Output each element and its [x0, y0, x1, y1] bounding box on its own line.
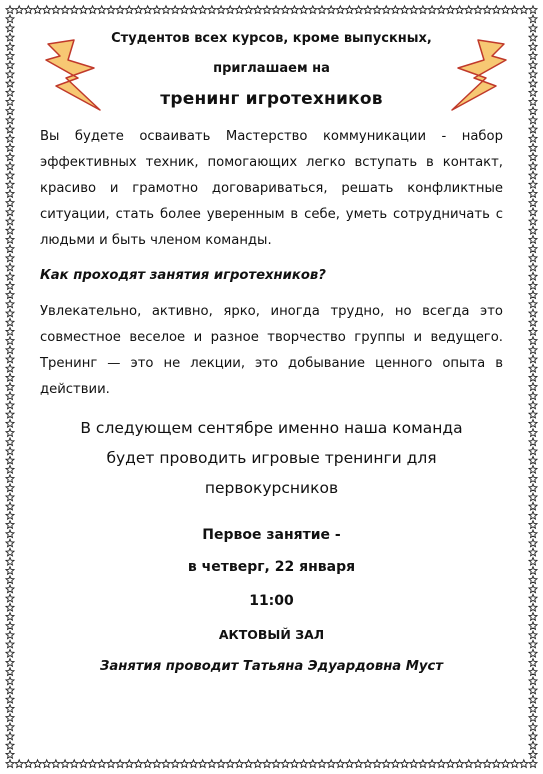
star-icon — [6, 144, 14, 152]
star-icon — [529, 374, 537, 382]
star-icon — [98, 760, 106, 768]
star-icon — [24, 760, 32, 768]
star-icon — [391, 6, 399, 14]
star-icon — [529, 153, 537, 161]
star-icon — [465, 6, 473, 14]
star-icon — [529, 337, 537, 345]
star-icon — [529, 355, 537, 363]
answer-paragraph: Увлекательно, активно, ярко, иногда трудно, но всегда это совместное веселое и разное творчество группы и ведущего. Тренинг — это не лекции, это добывание ценного опыта в действии. — [40, 304, 503, 398]
star-icon — [79, 760, 87, 768]
star-icon — [162, 6, 170, 14]
star-icon — [6, 208, 14, 216]
star-icon — [529, 135, 537, 143]
star-icon — [355, 760, 363, 768]
star-icon — [6, 236, 14, 244]
star-icon — [70, 6, 78, 14]
star-icon — [529, 548, 537, 556]
star-icon — [43, 6, 51, 14]
star-icon — [529, 364, 537, 372]
star-icon — [529, 383, 537, 391]
star-icon — [529, 751, 537, 759]
star-icon — [529, 475, 537, 483]
star-icon — [6, 383, 14, 391]
star-icon — [116, 760, 124, 768]
star-icon — [529, 576, 537, 584]
star-icon — [529, 677, 537, 685]
star-icon — [6, 263, 14, 271]
star-icon — [327, 6, 335, 14]
star-icon — [208, 760, 216, 768]
star-icon — [529, 456, 537, 464]
star-icon — [6, 659, 14, 667]
star-icon — [6, 226, 14, 234]
star-icon — [520, 760, 528, 768]
star-icon — [520, 6, 528, 14]
session-time: 11:00 — [249, 593, 294, 610]
star-icon — [6, 89, 14, 97]
star-icon — [15, 6, 23, 14]
intro-paragraph: Вы будете осваивать Мастерство коммуникации - набор эффективных техник, помогающих легко вступать в контакт, красиво и грамотно договариваться, решать конфликтные ситуации, стать более уверенным в себе, уметь сотрудничать с людьми и быть членом команды. — [40, 129, 503, 248]
star-icon — [6, 291, 14, 299]
star-icon — [529, 502, 537, 510]
star-icon — [309, 760, 317, 768]
star-icon — [529, 309, 537, 317]
star-icon — [6, 447, 14, 455]
star-icon — [6, 162, 14, 170]
star-icon — [529, 190, 537, 198]
star-icon — [6, 328, 14, 336]
star-icon — [6, 429, 14, 437]
star-icon — [300, 6, 308, 14]
star-icon — [98, 6, 106, 14]
star-icon — [529, 291, 537, 299]
star-icon — [6, 309, 14, 317]
star-icon — [529, 622, 537, 630]
star-icon — [327, 760, 335, 768]
star-icon — [300, 760, 308, 768]
session-place: АКТОВЫЙ ЗАЛ — [218, 627, 325, 643]
star-icon — [144, 6, 152, 14]
star-icon — [6, 401, 14, 409]
star-icon — [492, 6, 500, 14]
star-icon — [511, 760, 519, 768]
star-icon — [419, 6, 427, 14]
star-icon — [529, 521, 537, 529]
star-icon — [529, 613, 537, 621]
star-icon — [529, 659, 537, 667]
star-icon — [529, 539, 537, 547]
star-icon — [483, 760, 491, 768]
star-icon — [144, 760, 152, 768]
star-icon — [6, 272, 14, 280]
star-icon — [6, 438, 14, 446]
star-icon — [346, 6, 354, 14]
star-icon — [529, 199, 537, 207]
star-icon — [153, 760, 161, 768]
star-icon — [6, 539, 14, 547]
star-icon — [529, 89, 537, 97]
star-icon — [474, 760, 482, 768]
star-icon — [6, 567, 14, 575]
star-icon — [529, 585, 537, 593]
star-icon — [245, 6, 253, 14]
question-heading: Как проходят занятия игротехников? — [40, 268, 326, 283]
star-icon — [382, 6, 390, 14]
star-icon — [529, 558, 537, 566]
star-icon — [235, 6, 243, 14]
flyer-content — [40, 30, 503, 677]
star-icon — [6, 33, 14, 41]
star-icon — [281, 6, 289, 14]
star-icon — [419, 760, 427, 768]
star-icon — [107, 760, 115, 768]
star-icon — [318, 760, 326, 768]
star-icon — [492, 760, 500, 768]
star-icon — [6, 300, 14, 308]
star-icon — [6, 374, 14, 382]
star-icon — [6, 576, 14, 584]
star-icon — [437, 760, 445, 768]
star-icon — [6, 43, 14, 51]
star-icon — [254, 760, 262, 768]
star-icon — [125, 6, 133, 14]
announcement-line: первокурсников — [204, 479, 339, 498]
star-icon — [483, 6, 491, 14]
star-icon — [6, 622, 14, 630]
star-icon — [89, 760, 97, 768]
star-icon — [529, 447, 537, 455]
star-icon — [263, 760, 271, 768]
star-icon — [529, 107, 537, 115]
star-icon — [373, 6, 381, 14]
star-icon — [15, 760, 23, 768]
star-icon — [52, 6, 60, 14]
star-icon — [6, 741, 14, 749]
first-session-label: Первое занятие - — [202, 527, 341, 544]
star-icon — [6, 603, 14, 611]
star-icon — [6, 705, 14, 713]
star-icon — [410, 6, 418, 14]
star-icon — [529, 98, 537, 106]
star-icon — [529, 162, 537, 170]
star-icon — [529, 429, 537, 437]
star-icon — [529, 318, 537, 326]
star-icon — [6, 548, 14, 556]
star-icon — [529, 420, 537, 428]
star-icon — [6, 723, 14, 731]
star-icon — [529, 410, 537, 418]
star-icon — [529, 61, 537, 69]
star-icon — [190, 6, 198, 14]
star-icon — [529, 649, 537, 657]
star-icon — [6, 558, 14, 566]
star-icon — [529, 70, 537, 78]
star-icon — [529, 328, 537, 336]
star-icon — [6, 24, 14, 32]
heading-invite-line: Студентов всех курсов, кроме выпускных, — [111, 31, 432, 46]
star-icon — [501, 6, 509, 14]
star-icon — [6, 61, 14, 69]
star-icon — [401, 6, 409, 14]
star-icon — [6, 98, 14, 106]
star-icon — [190, 760, 198, 768]
star-icon — [336, 6, 344, 14]
star-icon — [6, 15, 14, 23]
star-icon — [6, 153, 14, 161]
star-icon — [263, 6, 271, 14]
star-icon — [245, 760, 253, 768]
star-icon — [6, 52, 14, 60]
star-icon — [34, 6, 42, 14]
star-icon — [226, 6, 234, 14]
star-icon — [6, 318, 14, 326]
star-icon — [6, 181, 14, 189]
star-icon — [529, 217, 537, 225]
star-icon — [391, 760, 399, 768]
star-icon — [456, 6, 464, 14]
star-icon — [6, 502, 14, 510]
star-icon — [529, 346, 537, 354]
star-icon — [6, 631, 14, 639]
star-icon — [401, 760, 409, 768]
star-icon — [529, 300, 537, 308]
star-icon — [309, 6, 317, 14]
star-icon — [529, 181, 537, 189]
star-icon — [529, 631, 537, 639]
star-icon — [6, 594, 14, 602]
star-icon — [6, 116, 14, 124]
star-icon — [529, 282, 537, 290]
session-date: в четверг, 22 января — [187, 559, 356, 576]
star-icon — [529, 116, 537, 124]
star-icon — [529, 760, 537, 768]
announcement-line: будет проводить игровые тренинги для — [106, 449, 437, 468]
star-icon — [6, 355, 14, 363]
star-icon — [529, 6, 537, 14]
star-icon — [24, 6, 32, 14]
star-icon — [529, 263, 537, 271]
star-icon — [529, 732, 537, 740]
star-icon — [529, 43, 537, 51]
star-icon — [134, 6, 142, 14]
star-icon — [6, 751, 14, 759]
star-icon — [529, 567, 537, 575]
star-icon — [437, 6, 445, 14]
star-icon — [290, 6, 298, 14]
star-icon — [272, 6, 280, 14]
star-icon — [428, 6, 436, 14]
star-icon — [6, 677, 14, 685]
star-icon — [226, 760, 234, 768]
star-icon — [529, 695, 537, 703]
star-icon — [501, 760, 509, 768]
star-icon — [355, 6, 363, 14]
star-icon — [217, 760, 225, 768]
star-icon — [373, 760, 381, 768]
star-icon — [6, 107, 14, 115]
star-icon — [529, 493, 537, 501]
star-icon — [529, 603, 537, 611]
star-icon — [529, 171, 537, 179]
star-icon — [6, 732, 14, 740]
star-icon — [529, 705, 537, 713]
star-icon — [6, 337, 14, 345]
star-icon — [107, 6, 115, 14]
star-icon — [134, 760, 142, 768]
star-icon — [6, 125, 14, 133]
star-icon — [529, 723, 537, 731]
star-icon — [364, 6, 372, 14]
star-icon — [529, 512, 537, 520]
star-icon — [6, 6, 14, 14]
star-icon — [43, 760, 51, 768]
star-icon — [428, 760, 436, 768]
star-icon — [346, 760, 354, 768]
star-icon — [446, 760, 454, 768]
star-icon — [318, 6, 326, 14]
session-host: Занятия проводит Татьяна Эдуардовна Муст — [100, 659, 443, 675]
star-icon — [6, 190, 14, 198]
star-icon — [529, 686, 537, 694]
star-icon — [125, 760, 133, 768]
star-icon — [529, 208, 537, 216]
star-icon — [162, 760, 170, 768]
star-icon — [6, 686, 14, 694]
star-icon — [6, 171, 14, 179]
star-icon — [6, 649, 14, 657]
star-icon — [6, 530, 14, 538]
star-icon — [6, 714, 14, 722]
star-icon — [6, 695, 14, 703]
star-icon — [6, 493, 14, 501]
star-icon — [6, 79, 14, 87]
star-icon — [529, 438, 537, 446]
star-icon — [34, 760, 42, 768]
announcement — [40, 413, 503, 503]
star-icon — [529, 714, 537, 722]
star-icon — [529, 401, 537, 409]
star-icon — [70, 760, 78, 768]
star-icon — [529, 254, 537, 262]
star-icon — [529, 640, 537, 648]
star-icon — [529, 484, 537, 492]
star-icon — [6, 410, 14, 418]
star-icon — [89, 6, 97, 14]
star-icon — [6, 346, 14, 354]
star-icon — [171, 760, 179, 768]
star-icon — [6, 668, 14, 676]
star-icon — [6, 420, 14, 428]
star-icon — [529, 272, 537, 280]
star-icon — [529, 24, 537, 32]
star-icon — [6, 245, 14, 253]
star-icon — [6, 585, 14, 593]
star-icon — [199, 760, 207, 768]
star-icon — [529, 668, 537, 676]
star-icon — [529, 79, 537, 87]
star-icon — [529, 466, 537, 474]
star-icon — [6, 484, 14, 492]
star-icon — [6, 70, 14, 78]
star-icon — [272, 760, 280, 768]
star-icon — [180, 6, 188, 14]
star-icon — [529, 392, 537, 400]
star-icon — [180, 760, 188, 768]
star-icon — [171, 6, 179, 14]
star-icon — [6, 521, 14, 529]
star-icon — [529, 33, 537, 41]
star-icon — [254, 6, 262, 14]
star-icon — [153, 6, 161, 14]
star-icon — [382, 760, 390, 768]
star-icon — [529, 144, 537, 152]
star-icon — [6, 135, 14, 143]
star-icon — [61, 6, 69, 14]
star-icon — [529, 15, 537, 23]
star-icon — [465, 760, 473, 768]
star-icon — [79, 6, 87, 14]
star-icon — [281, 760, 289, 768]
star-icon — [6, 282, 14, 290]
star-icon — [529, 52, 537, 60]
star-icon — [529, 530, 537, 538]
star-icon — [6, 254, 14, 262]
star-icon — [336, 760, 344, 768]
star-icon — [52, 760, 60, 768]
star-icon — [529, 226, 537, 234]
star-icon — [474, 6, 482, 14]
star-icon — [529, 594, 537, 602]
star-icon — [529, 741, 537, 749]
star-icon — [6, 456, 14, 464]
star-icon — [6, 199, 14, 207]
star-icon — [6, 640, 14, 648]
star-icon — [6, 760, 14, 768]
star-icon — [446, 6, 454, 14]
star-icon — [116, 6, 124, 14]
announcement-line: В следующем сентябре именно наша команда — [80, 419, 463, 438]
star-icon — [199, 6, 207, 14]
star-icon — [6, 466, 14, 474]
star-icon — [6, 475, 14, 483]
star-icon — [290, 760, 298, 768]
star-icon — [6, 217, 14, 225]
star-icon — [235, 760, 243, 768]
star-icon — [529, 125, 537, 133]
star-icon — [364, 760, 372, 768]
star-icon — [61, 760, 69, 768]
star-icon — [6, 392, 14, 400]
star-icon — [217, 6, 225, 14]
star-icon — [511, 6, 519, 14]
heading-title: тренинг игротехников — [160, 89, 383, 109]
star-icon — [6, 512, 14, 520]
star-icon — [529, 245, 537, 253]
star-icon — [410, 760, 418, 768]
star-icon — [6, 364, 14, 372]
star-icon — [6, 613, 14, 621]
star-icon — [208, 6, 216, 14]
heading-invite-subline: приглашаем на — [213, 61, 330, 76]
star-icon — [456, 760, 464, 768]
star-icon — [529, 236, 537, 244]
